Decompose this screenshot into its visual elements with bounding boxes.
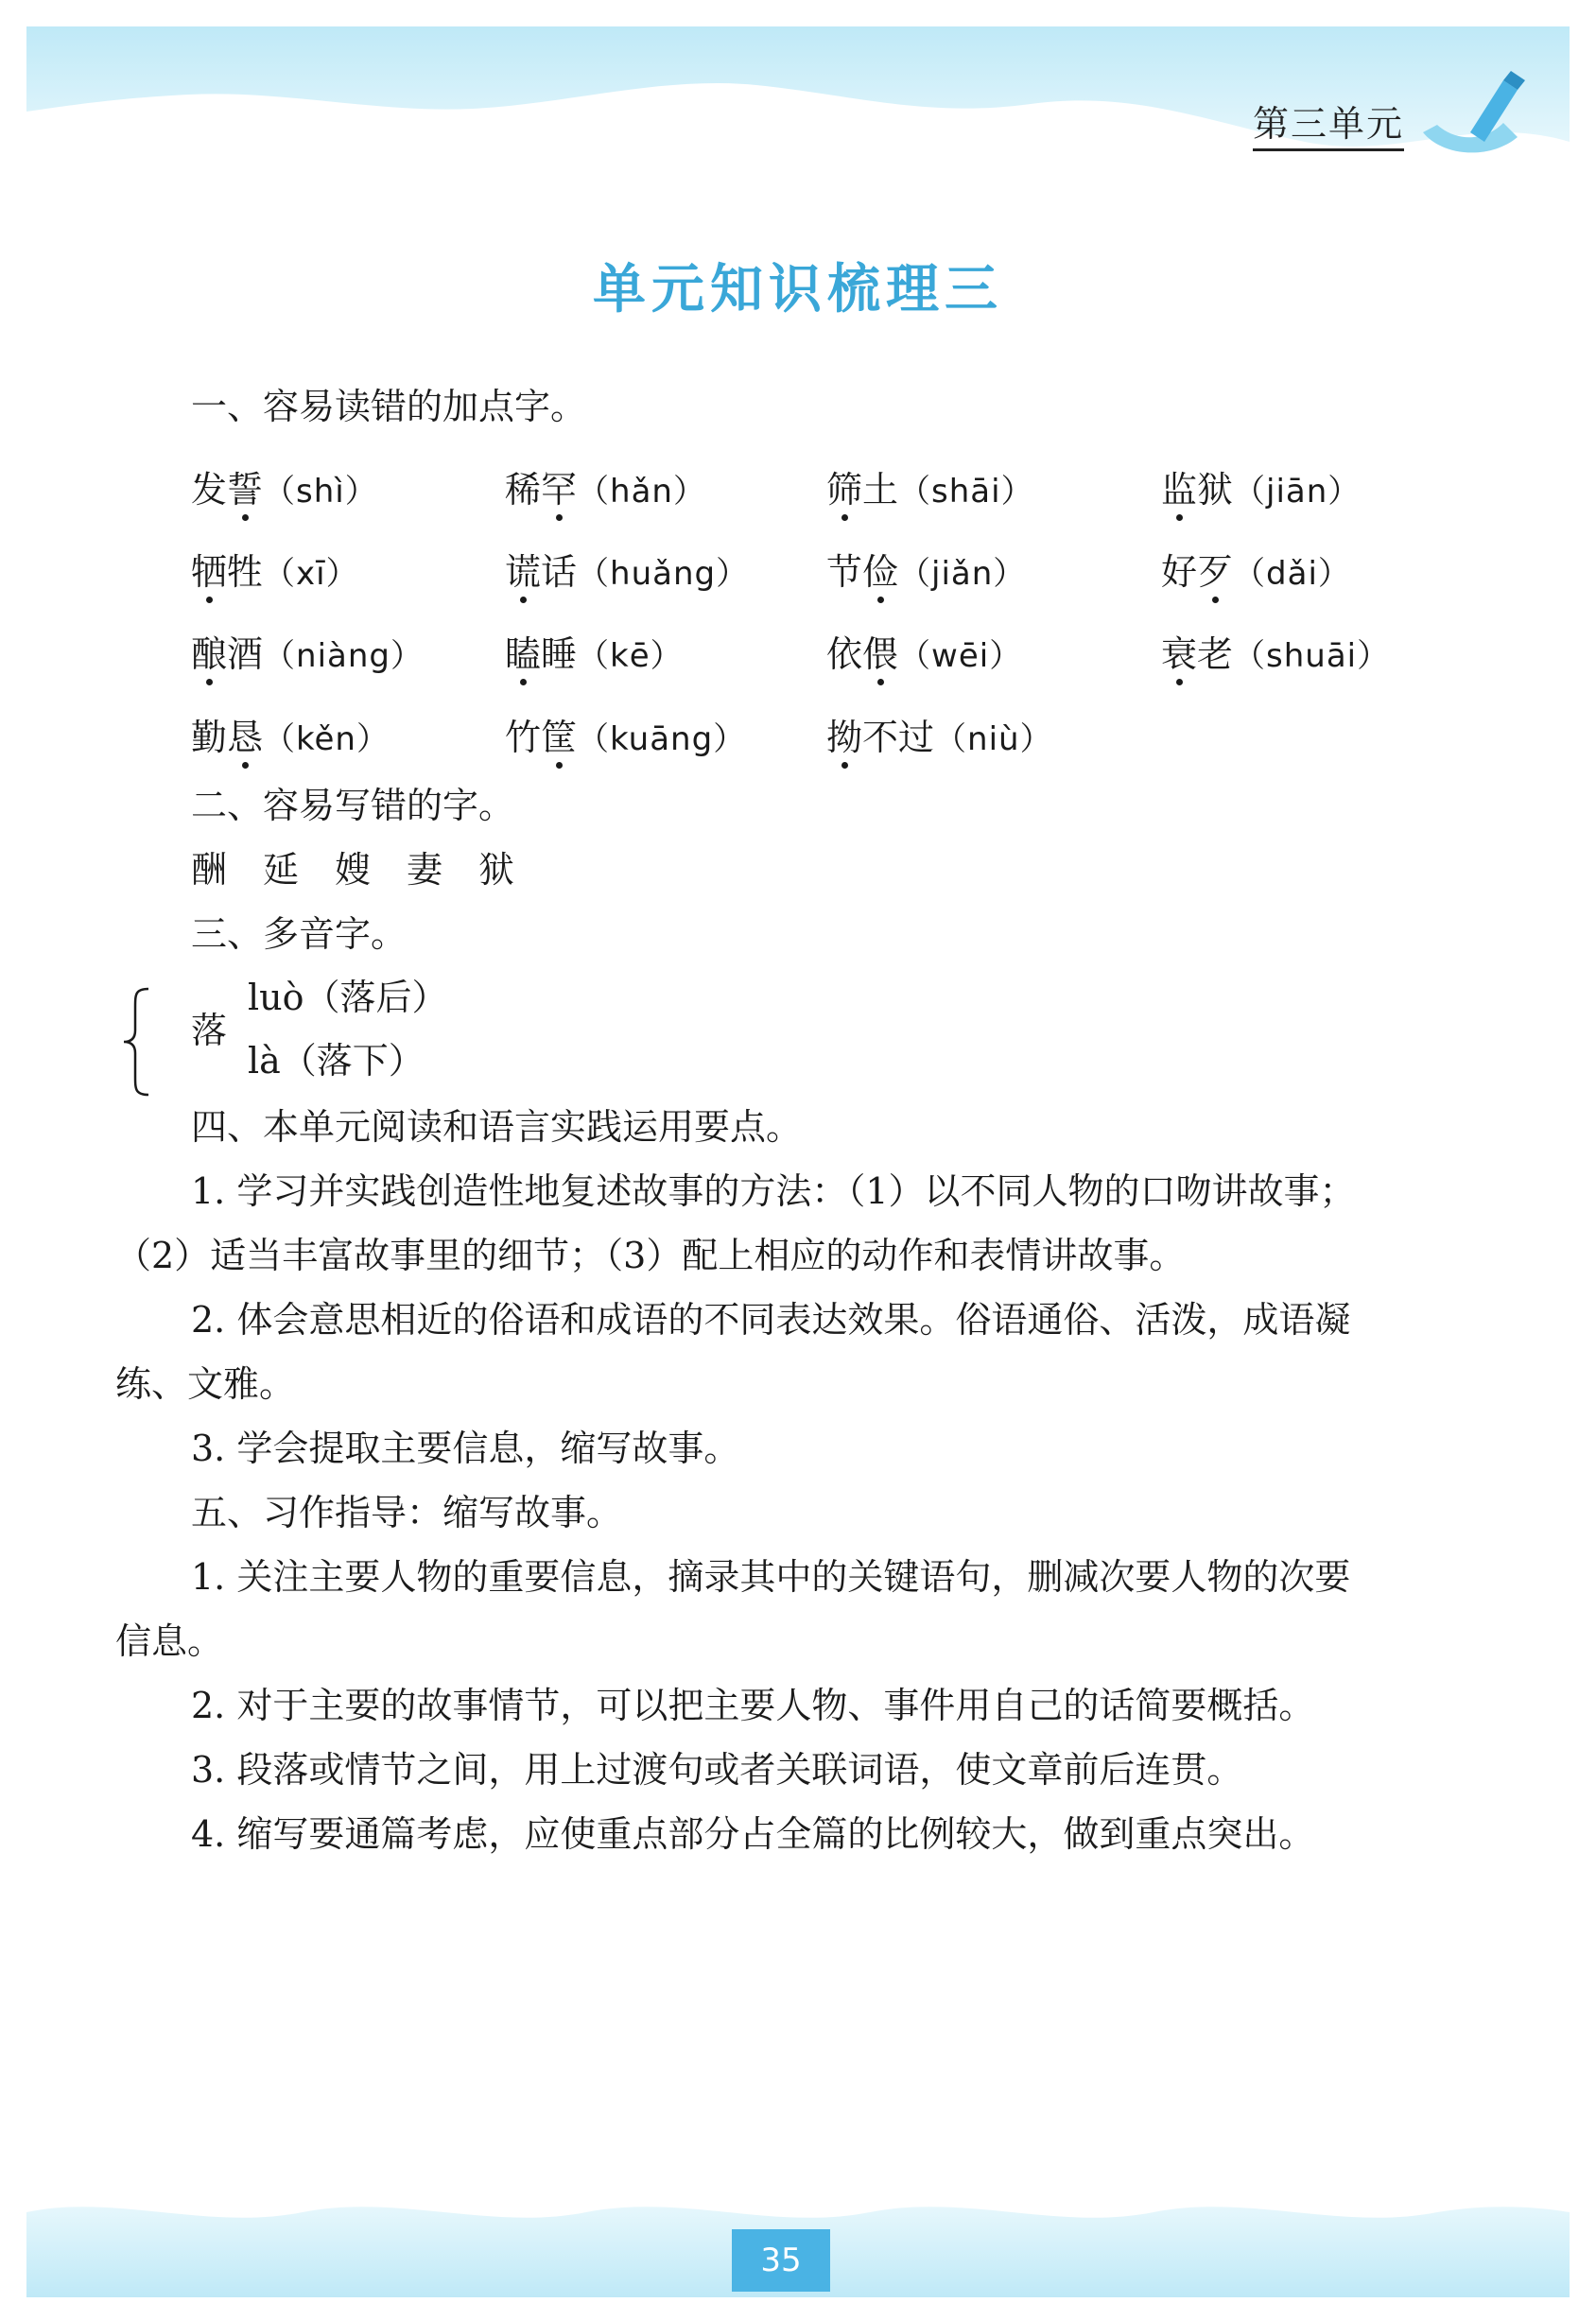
paragraph-line: 1. 关注主要人物的重要信息，摘录其中的关键语句，删减次要人物的次要 [191, 1556, 1351, 1598]
section5-heading: 五、习作指导：缩写故事。 [191, 1492, 623, 1533]
paragraph-line: 4. 缩写要通篇考虑，应使重点部分占全篇的比例较大，做到重点突出。 [191, 1813, 1315, 1855]
reading-item: 竹筐（kuāng） [505, 714, 746, 763]
section1-heading: 一、容易读错的加点字。 [191, 386, 587, 427]
reading-item: 稀罕（hǎn） [505, 466, 706, 515]
section4-heading: 四、本单元阅读和语言实践运用要点。 [191, 1106, 803, 1148]
reading-item: 拗不过（niù） [826, 714, 1053, 763]
reading-item: 依偎（wēi） [826, 631, 1022, 680]
hard-to-write-chars: 酬 延 嫂 妻 狱 [191, 849, 515, 891]
reading-item: 衰老（shuāi） [1161, 631, 1390, 680]
reading-item: 监狱（jiān） [1161, 466, 1361, 515]
polyphone-char: 落 [191, 1010, 228, 1051]
reading-item: 酿酒（niàng） [191, 631, 424, 680]
paragraph-line: 3. 段落或情节之间，用上过渡句或者关联词语，使文章前后连贯。 [191, 1749, 1243, 1791]
section3-heading: 三、多音字。 [191, 913, 408, 955]
reading-item: 牺牲（xī） [191, 548, 359, 597]
reading-item: 好歹（dǎi） [1161, 548, 1351, 597]
section2-heading: 二、容易写错的字。 [191, 785, 515, 826]
reading-item: 谎话（huǎng） [505, 548, 749, 597]
reading-item: 节俭（jiǎn） [826, 548, 1026, 597]
brace-icon [118, 985, 156, 1099]
page-number: 35 [732, 2229, 830, 2292]
pencil-badge-icon [1414, 66, 1536, 170]
page-title: 单元知识梳理三 [593, 259, 1003, 320]
unit-label: 第三单元 [1253, 95, 1404, 151]
reading-item: 瞌睡（kē） [505, 631, 684, 680]
reading-item: 筛土（shāi） [826, 466, 1034, 515]
paragraph-line: （2）适当丰富故事里的细节；（3）配上相应的动作和表情讲故事。 [115, 1235, 1186, 1276]
paragraph-line: 信息。 [115, 1620, 224, 1662]
polyphone-reading: là（落下） [248, 1040, 425, 1082]
paragraph-line: 1. 学习并实践创造性地复述故事的方法：（1）以不同人物的口吻讲故事； [191, 1170, 1356, 1212]
paragraph-line: 2. 体会意思相近的俗语和成语的不同表达效果。俗语通俗、活泼，成语凝 [191, 1299, 1351, 1341]
paragraph-line: 2. 对于主要的故事情节，可以把主要人物、事件用自己的话简要概括。 [191, 1685, 1315, 1726]
reading-item: 勤恳（kěn） [191, 714, 390, 763]
polyphone-reading: luò（落后） [248, 977, 448, 1018]
paragraph-line: 3. 学会提取主要信息，缩写故事。 [191, 1428, 740, 1469]
reading-item: 发誓（shì） [191, 466, 378, 515]
paragraph-line: 练、文雅。 [115, 1363, 296, 1405]
